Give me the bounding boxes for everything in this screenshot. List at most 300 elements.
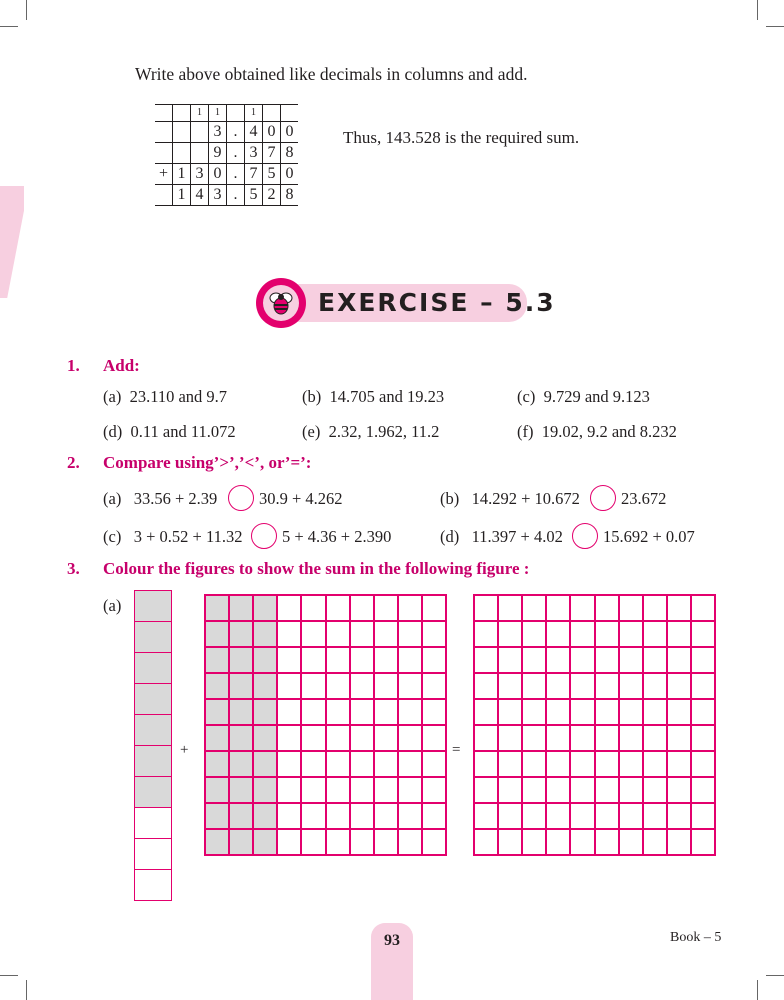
item-label: (a) [103,489,122,508]
equals-sign: = [452,742,461,758]
grid-cell[interactable] [498,829,522,855]
crop-mark [757,0,758,20]
table-cell: 7 [245,164,263,185]
grid-cell [374,725,398,751]
strip-cell [135,746,171,777]
grid-cell [326,673,350,699]
grid-cell[interactable] [595,595,619,621]
grid-cell [398,803,422,829]
grid-cell[interactable] [643,777,667,803]
grid-cell [374,621,398,647]
grid-cell[interactable] [667,777,691,803]
grid-cell[interactable] [498,725,522,751]
grid-cell[interactable] [619,803,643,829]
grid-cell [326,803,350,829]
grid-cell[interactable] [498,647,522,673]
table-cell [173,105,191,122]
table-cell [173,122,191,143]
grid-cell[interactable] [691,621,715,647]
grid-cell[interactable] [522,595,546,621]
table-cell: 0 [263,122,281,143]
table-cell: . [227,143,245,164]
table-cell: 0 [281,122,299,143]
item-label: (c) [103,527,122,546]
grid-cell[interactable] [667,673,691,699]
grid-cell [374,673,398,699]
intro-text: Write above obtained like decimals in columns and add. [135,64,528,84]
grid-cell [374,647,398,673]
table-cell [155,122,173,143]
grid-cell [422,803,446,829]
table-cell: 2 [263,185,281,206]
grid-cell [253,647,277,673]
grid-cell[interactable] [595,803,619,829]
grid-cell [350,621,374,647]
grid-cell[interactable] [522,777,546,803]
table-cell: 5 [245,185,263,206]
table-cell: 8 [281,185,299,206]
grid-cell[interactable] [643,621,667,647]
compare-answer-circle[interactable] [228,485,254,511]
grid-cell [350,803,374,829]
grid-cell [205,829,229,855]
grid-cell[interactable] [546,725,570,751]
table-cell: 0 [281,164,299,185]
grid-cell[interactable] [522,647,546,673]
grid-cell [398,673,422,699]
table-cell: . [227,164,245,185]
crop-mark [757,980,758,1000]
table-cell: 0 [209,164,227,185]
grid-cell[interactable] [474,725,498,751]
grid-cell [422,699,446,725]
grid-cell[interactable] [474,647,498,673]
table-cell [227,105,245,122]
bee-badge-icon [256,278,306,328]
strip-cell [135,591,171,622]
grid-cell[interactable] [667,595,691,621]
grid-cell [350,751,374,777]
grid-cell [253,673,277,699]
strip-cell [135,808,171,839]
grid-cell [277,647,301,673]
list-item [103,422,236,442]
grid-cell [277,673,301,699]
grid-cell [277,725,301,751]
item-label: (d) [103,422,123,441]
grid-cell [422,751,446,777]
grid-cell [205,595,229,621]
grid-cell[interactable] [546,621,570,647]
compare-right: 5 + 4.36 + 2.390 [282,527,392,546]
grid-cell [277,621,301,647]
grid-cell[interactable] [619,725,643,751]
item-label: (f) [517,422,534,441]
table-cell: + [155,164,173,185]
grid-cell [350,829,374,855]
crop-mark [766,975,784,976]
grid-cell[interactable] [691,803,715,829]
grid-cell [229,673,253,699]
strip-cell [135,684,171,715]
compare-left: 11.397 + 4.02 [471,527,563,546]
grid-cell [253,829,277,855]
table-cell [281,105,299,122]
grid-cell[interactable] [595,829,619,855]
item-label: (a) [103,387,122,406]
grid-cell [326,829,350,855]
table-cell: 1 [173,164,191,185]
grid-cell [422,673,446,699]
grid-cell [326,725,350,751]
grid-cell[interactable] [667,699,691,725]
table-cell: 9 [209,143,227,164]
table-cell: 8 [281,143,299,164]
grid-cell [277,699,301,725]
grid-cell [374,595,398,621]
grid-cell [205,673,229,699]
result-text: Thus, 143.528 is the required sum. [343,128,580,147]
compare-answer-circle[interactable] [590,485,616,511]
grid-cell [253,777,277,803]
grid-cell [398,699,422,725]
grid-cell[interactable] [667,829,691,855]
grid-cell [205,621,229,647]
compare-answer-circle[interactable] [251,523,277,549]
grid-cell [229,621,253,647]
grid-cell[interactable] [522,803,546,829]
item-text: 9.729 and 9.123 [543,387,650,406]
item-label: (b) [302,387,322,406]
grid-cell[interactable] [570,595,594,621]
grid-cell [374,829,398,855]
grid-cell[interactable] [546,829,570,855]
addition-table [155,104,298,206]
grid-cell[interactable] [546,673,570,699]
grid-cell[interactable] [643,829,667,855]
table-cell: 3 [191,164,209,185]
exercise-title: EXERCISE – 5.3 [318,288,556,317]
grid-cell[interactable] [522,699,546,725]
grid-cell[interactable] [570,803,594,829]
grid-cell [205,777,229,803]
compare-left: 33.56 + 2.39 [133,489,218,508]
grid-cell [277,595,301,621]
plus-sign: + [180,742,189,758]
grid-cell [398,621,422,647]
grid-cell[interactable] [619,751,643,777]
side-tab-decoration [0,186,24,298]
grid-cell[interactable] [570,647,594,673]
grid-cell[interactable] [546,595,570,621]
grid-cell [301,803,325,829]
table-cell [155,105,173,122]
grid-cell[interactable] [498,595,522,621]
crop-mark [766,26,784,27]
grid-cell[interactable] [474,829,498,855]
table-cell: 1 [245,105,263,122]
grid-cell[interactable] [643,673,667,699]
grid-cell[interactable] [474,621,498,647]
grid-cell [398,751,422,777]
list-item [517,422,677,442]
grid-cell [229,725,253,751]
hundredths-grid-addend [204,594,447,856]
grid-cell [326,777,350,803]
grid-cell[interactable] [619,647,643,673]
page-number: 93 [384,932,400,949]
grid-cell [422,621,446,647]
item-text: 14.705 and 19.23 [329,387,445,406]
grid-cell[interactable] [691,647,715,673]
grid-cell [301,829,325,855]
grid-cell[interactable] [643,699,667,725]
grid-cell [301,751,325,777]
list-item [517,387,650,407]
grid-cell[interactable] [595,647,619,673]
grid-cell[interactable] [570,725,594,751]
list-item [302,387,444,407]
crop-mark [0,26,18,27]
grid-cell [398,777,422,803]
item-label: (e) [302,422,321,441]
table-cell: 3 [209,122,227,143]
question-number: 1. [67,356,80,375]
book-label: Book – 5 [670,930,722,945]
strip-cell [135,715,171,746]
table-cell: 4 [245,122,263,143]
grid-cell [205,725,229,751]
grid-cell[interactable] [619,673,643,699]
grid-cell[interactable] [619,595,643,621]
grid-cell [253,621,277,647]
grid-cell [301,647,325,673]
grid-cell[interactable] [546,699,570,725]
grid-cell [253,751,277,777]
grid-cell [398,595,422,621]
compare-right: 30.9 + 4.262 [259,489,343,508]
grid-cell [374,803,398,829]
grid-cell[interactable] [595,699,619,725]
item-label: (d) [440,527,460,546]
grid-cell[interactable] [691,725,715,751]
grid-cell[interactable] [595,673,619,699]
grid-cell[interactable] [498,673,522,699]
grid-cell [326,595,350,621]
grid-cell[interactable] [643,647,667,673]
list-item [103,387,227,407]
grid-cell[interactable] [691,595,715,621]
grid-cell [350,595,374,621]
grid-cell [277,777,301,803]
grid-cell [398,725,422,751]
grid-cell[interactable] [522,751,546,777]
compare-left: 3 + 0.52 + 11.32 [133,527,243,546]
grid-cell[interactable] [474,803,498,829]
strip-cell [135,839,171,870]
grid-cell[interactable] [474,751,498,777]
grid-cell [422,725,446,751]
grid-cell[interactable] [474,595,498,621]
grid-cell [422,829,446,855]
grid-cell [301,777,325,803]
grid-cell [374,777,398,803]
grid-cell [326,699,350,725]
grid-cell [229,647,253,673]
grid-cell [253,725,277,751]
grid-cell[interactable] [498,751,522,777]
grid-cell [301,673,325,699]
grid-cell [350,699,374,725]
grid-cell [350,647,374,673]
strip-cell [135,777,171,808]
grid-cell [253,699,277,725]
grid-cell[interactable] [522,725,546,751]
grid-cell[interactable] [546,647,570,673]
crop-mark [0,975,18,976]
strip-cell [135,870,171,901]
grid-cell [301,725,325,751]
grid-cell[interactable] [595,777,619,803]
grid-cell[interactable] [643,725,667,751]
grid-cell[interactable] [619,829,643,855]
table-cell: 7 [263,143,281,164]
grid-cell[interactable] [667,803,691,829]
item-label: (c) [517,387,536,406]
grid-cell[interactable] [619,777,643,803]
grid-cell [398,647,422,673]
table-cell [263,105,281,122]
table-cell: . [227,122,245,143]
grid-cell[interactable] [691,699,715,725]
grid-cell [277,803,301,829]
table-cell: 5 [263,164,281,185]
grid-cell[interactable] [643,751,667,777]
grid-cell[interactable] [667,751,691,777]
grid-cell[interactable] [498,621,522,647]
table-cell: 3 [245,143,263,164]
grid-cell[interactable] [546,803,570,829]
grid-cell[interactable] [474,673,498,699]
grid-cell[interactable] [570,621,594,647]
question-title: Add: [103,356,140,375]
grid-cell [229,595,253,621]
table-cell: 4 [191,185,209,206]
compare-right: 23.672 [621,489,667,508]
compare-left: 14.292 + 10.672 [471,489,580,508]
grid-cell [301,699,325,725]
grid-cell[interactable] [691,777,715,803]
grid-cell[interactable] [691,673,715,699]
grid-cell[interactable] [643,595,667,621]
grid-cell [350,725,374,751]
grid-cell [229,777,253,803]
grid-cell[interactable] [595,725,619,751]
grid-cell [205,699,229,725]
grid-cell[interactable] [619,699,643,725]
grid-cell[interactable] [691,751,715,777]
grid-cell[interactable] [691,829,715,855]
grid-cell [205,647,229,673]
grid-cell[interactable] [570,673,594,699]
item-text: 19.02, 9.2 and 8.232 [541,422,677,441]
grid-cell[interactable] [498,803,522,829]
table-cell [155,143,173,164]
question-number: 3. [67,559,80,578]
grid-cell [326,647,350,673]
grid-cell [301,621,325,647]
grid-cell [422,595,446,621]
grid-cell[interactable] [474,777,498,803]
table-cell: . [227,185,245,206]
list-item [103,527,242,547]
grid-cell[interactable] [522,829,546,855]
grid-cell[interactable] [667,725,691,751]
question-number: 2. [67,453,80,472]
grid-cell[interactable] [570,829,594,855]
table-cell [191,122,209,143]
strip-cell [135,622,171,653]
grid-cell [277,751,301,777]
grid-cell[interactable] [570,751,594,777]
grid-cell[interactable] [522,673,546,699]
grid-cell [301,595,325,621]
list-item [103,489,217,509]
grid-cell [253,803,277,829]
hundredths-grid-sum[interactable] [473,594,716,856]
grid-cell[interactable] [522,621,546,647]
table-cell: 1 [209,105,227,122]
list-item [302,422,439,442]
strip-cell [135,653,171,684]
list-item [440,489,580,509]
item-text: 23.110 and 9.7 [129,387,228,406]
compare-right: 15.692 + 0.07 [603,527,695,546]
grid-cell[interactable] [546,751,570,777]
grid-cell[interactable] [570,777,594,803]
grid-cell[interactable] [619,621,643,647]
grid-cell[interactable] [595,751,619,777]
grid-cell[interactable] [667,647,691,673]
grid-cell [229,751,253,777]
grid-cell[interactable] [570,699,594,725]
grid-cell[interactable] [643,803,667,829]
table-cell: 1 [173,185,191,206]
grid-cell[interactable] [595,621,619,647]
grid-cell [374,699,398,725]
table-cell: 3 [209,185,227,206]
grid-cell [350,777,374,803]
grid-cell [229,699,253,725]
question-title: Colour the figures to show the sum in the following figure : [103,559,530,578]
grid-cell [205,751,229,777]
grid-cell[interactable] [498,699,522,725]
grid-cell [205,803,229,829]
grid-cell [422,777,446,803]
tenths-strip [134,590,172,901]
grid-cell[interactable] [546,777,570,803]
item-text: 0.11 and 11.072 [130,422,236,441]
table-cell [191,143,209,164]
grid-cell[interactable] [667,621,691,647]
table-cell [155,185,173,206]
crop-mark [26,980,27,1000]
grid-cell [374,751,398,777]
grid-cell [229,829,253,855]
grid-cell[interactable] [474,699,498,725]
compare-answer-circle[interactable] [572,523,598,549]
grid-cell[interactable] [498,777,522,803]
